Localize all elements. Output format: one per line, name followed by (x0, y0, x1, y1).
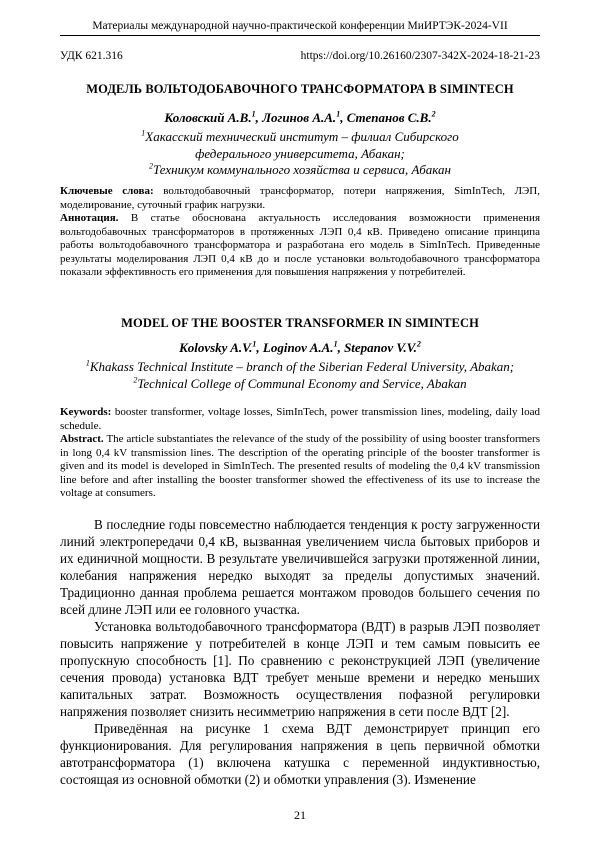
running-header: Материалы международной научно-практической конференции МиИРТЭК-2024-VII (60, 20, 540, 36)
paragraph: Установка вольтодобавочного трансформатора (ВДТ) в разрыв ЛЭП позволяет повысить напряжение у потребителей в конце ЛЭП и тем самым повысить ее пропускную способность [1]. По сравнению с реконструкцией ЛЭП (увеличение сечения провода) установка ВДТ требует меньше времени и нередко меньших капитальных затрат. Возможность осуществления пофазной регулировки напряжения позволяет снизить несимметрию напряжения в сети после ВДТ [2]. (60, 619, 540, 719)
meta-row (60, 50, 540, 62)
abstract-label: Abstract. (60, 433, 104, 445)
keywords-label: Keywords: (60, 406, 112, 418)
affiliation-ru-2: $^2$Техникум коммунального хозяйства и сервиса, Абакан (149, 161, 451, 177)
keywords-en: Keywords: booster transformer, voltage losses, SimInTech, power transmission lines, modeling, daily load schedule. (60, 406, 540, 432)
page-number: 21 (294, 808, 306, 822)
keywords-ru: Ключевые слова: вольтодобавочный трансформатор, потери напряжения, SimInTech, ЛЭП, моделирование, суточный график нагрузки. (60, 185, 541, 211)
author-name: Логинов А.А. (262, 110, 337, 125)
body-text (60, 516, 540, 788)
affiliation-en-1: $^1$Khakass Technical Institute – branch of the Siberian Federal University, Abakan; (85, 358, 515, 374)
title-ru: МОДЕЛЬ ВОЛЬТОДОБАВОЧНОГО ТРАНСФОРМАТОРА В SIMINTECH (86, 82, 514, 96)
paragraph: В последние годы повсеместно наблюдается тенденция к росту загруженности линий электропередачи 0,4 кВ, вызванная увеличением числа бытовых приборов и их единичной мощности. В результате увеличившейся загрузки протяженной линии, колебания напряжения нередко выходят за пределы допустимых значений. Традиционно данная проблема решается монтажом проводов большего сечения по всей длине ЛЭП или ее головного участка. (60, 517, 540, 617)
affiliation-ru-1: $^1$Хакасский технический институт – филиал Сибирского федерального университета, Абакан; (141, 128, 459, 161)
author-name: Степанов С.В. (346, 110, 432, 125)
abstract-en: Abstract. The article substantiates the relevance of the study of the possibility of using booster transformers in long 0,4 kV transmission lines. The description of the operating principle of the booster transformer is given and its model is developed in SimInTech. The presented results of modeling the 0,4 kV transmission line before and after installing the booster transformer showed the effectiveness of its use to increase the voltage at consumers. (60, 433, 540, 499)
authors-en: Kolovsky A.V.$^1$, Loginov A.A.$^1$, Stepanov V.V.$^2$ (179, 339, 421, 355)
affiliation-en-2: $^2$Technical College of Communal Economy and Service, Abakan (133, 375, 467, 391)
keywords-label: Ключевые слова: (60, 185, 154, 197)
doi-link[interactable]: https://doi.org/10.26160/2307-342X-2024-18-21-23 (300, 50, 540, 62)
abstract-ru: Аннотация. В статье обоснована актуальность исследования возможности применения вольтодобавочных трансформаторов в протяженных ЛЭП 0,4 кВ. Приведено описание принципа работы вольтодобавочного трансформатора и разработана его модель в SimInTech. Приведенные результаты моделирования ЛЭП 0,4 кВ до и после установки вольтодобавочного трансформатора показали эффективность его применения для повышения напряжения у потребителей. (60, 212, 540, 278)
author-name: Stepanov V.V. (344, 340, 417, 355)
abstract-label: Аннотация. (60, 212, 119, 224)
authors-ru: Коловский А.В.$^1$, Логинов А.А.$^1$, Степанов С.В.$^2$ (164, 109, 436, 125)
author-name: Коловский А.В. (164, 110, 252, 125)
author-name: Loginov A.A. (262, 340, 334, 355)
title-en: MODEL OF THE BOOSTER TRANSFORMER IN SIMINTECH (121, 316, 479, 330)
udc-code: УДК 621.316 (60, 50, 123, 62)
paragraph: Приведённая на рисунке 1 схема ВДТ демонстрирует принцип его функционирования. Для регулирования напряжения в цепь первичной обмотки автотрансформатора (1) включена катушка с переменной индуктивностью, состоящая из основной обмотки (2) и обмотки управления (3). Изменение (60, 721, 540, 787)
author-name: Kolovsky A.V. (179, 340, 253, 355)
